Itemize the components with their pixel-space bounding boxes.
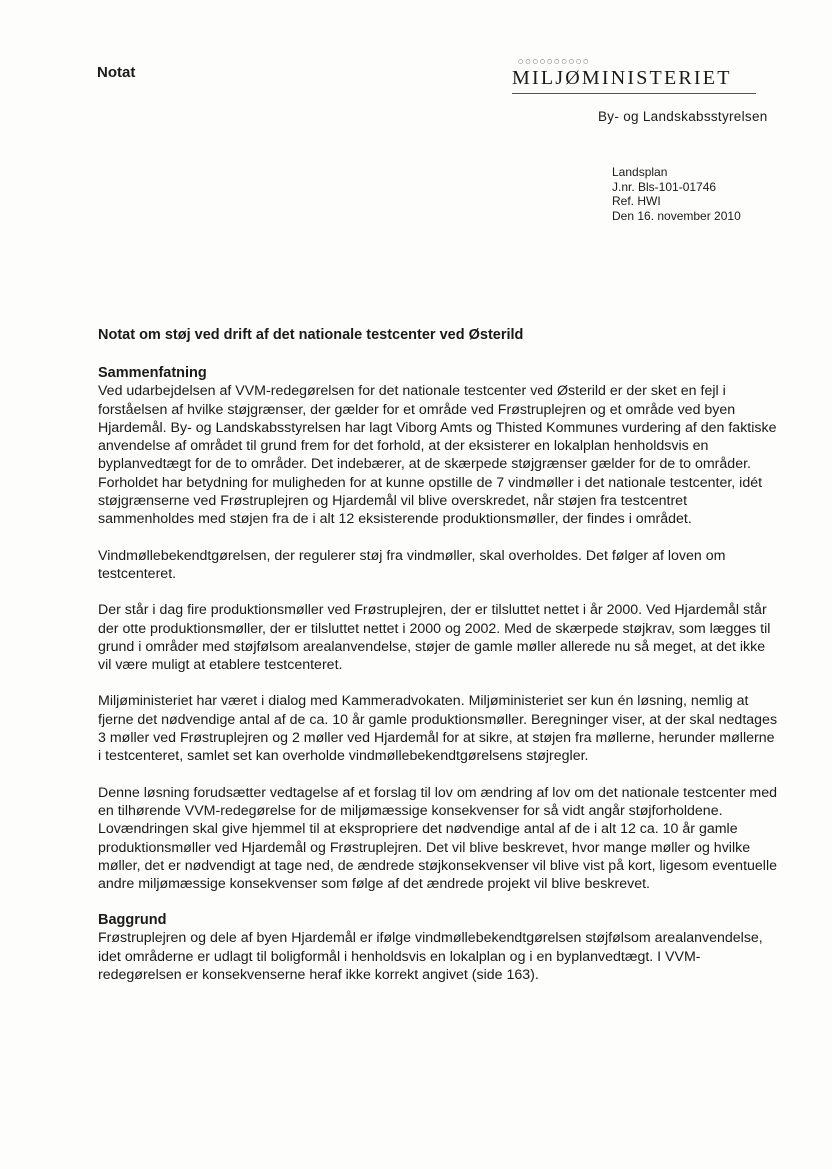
reference-department: Landsplan bbox=[612, 165, 668, 179]
section-heading: Baggrund bbox=[98, 912, 167, 929]
letterhead-rule bbox=[512, 93, 756, 94]
paragraph: Der står i dag fire produktionsmøller ved Frøstruplejren, der er tilsluttet nettet i år 2000. Ved Hjardemål står der otte produktionsmøller, der er tilsluttet nettet i 2000 og 2002. Med de skærpede støjkrav, som lægges til grund i områder med støjfølsom arealanvendelse, støjer de gamle møller allerede nu så meget, at det ikke vil være muligt at etablere testcenteret. bbox=[98, 602, 771, 674]
reference-date: Den 16. november 2010 bbox=[612, 208, 741, 223]
paragraph: Vindmøllebekendtgørelsen, der regulerer støj fra vindmøller, skal overholdes. Det følger af loven om testcenteret. bbox=[98, 547, 726, 582]
reference-journal-number: J.nr. Bls-101-01746 bbox=[612, 179, 717, 194]
ministry-name: MILJØMINISTERIET bbox=[512, 67, 732, 89]
reference-ref: Ref. HWI bbox=[612, 194, 661, 208]
paragraph: Ved udarbejdelsen af VVM-redegørelsen for det nationale testcenter ved Østerild er der sket en fejl i forståelsen af hvilke støjgrænser, der gælder for et område ved Frøstruplejren og et område ved byen Hjardemål. By- og Landskabsstyrelsen har lagt Viborg Amts og Thisted Kommunes vurdering af den faktiske anvendelse af området til grund frem for det forhold, at der eksisterer en lokalplan henholdsvis en byplanvedtægt for de to områder. Det indebærer, at de skærpede støjgrænser gælder for de to områder. Forholdet har betydning for muligheden for at kunne opstille de 7 vindmøller i det nationale testcenter, idét støjgrænserne ved Frøstruplejren og Hjardemål vil blive overskredet, når støjen fra testcentret sammenholdes med støjen fra de i alt 12 eksisterende produktionsmøller, der findes i området. bbox=[98, 383, 777, 528]
paragraph: Miljøministeriet har været i dialog med Kammeradvokaten. Miljøministeriet ser kun én løsning, nemlig at fjerne det nødvendige antal af de ca. 10 år gamle produktionsmøller. Beregninger viser, at der skal nedtages 3 møller ved Frøstruplejren og 2 møller ved Hjardemål for at sikre, at støjen fra møllerne, herunder møllerne i testcenteret, samlet set kan overholde vindmøllebekendtgørelsens støjregler. bbox=[98, 693, 778, 765]
section-heading: Sammenfatning bbox=[98, 365, 207, 382]
letterhead bbox=[512, 58, 762, 94]
paragraph: Frøstruplejren og dele af byen Hjardemål er ifølge vindmøllebekendtgørelsen støjfølsom arealanvendelse, idet områderne er udlagt til boligformål i henholdsvis en lokalplan og i en byplanvedtægt. I VVM-redegørelsen er konsekvenserne heraf ikke korrekt angivet (side 163). bbox=[98, 930, 763, 984]
agency-name: By- og Landskabsstyrelsen bbox=[598, 109, 768, 124]
document-title: Notat om støj ved drift af det nationale testcenter ved Østerild bbox=[98, 327, 524, 343]
document-type-label: Notat bbox=[97, 64, 136, 81]
section-summary bbox=[98, 364, 778, 893]
paragraph: Denne løsning forudsætter vedtagelse af et forslag til lov om ændring af lov om det nationale testcenter med en tilhørende VVM-redegørelse for de miljømæssige konsekvenser for så vidt angår støjforholdene. Lovændringen skal give hjemmel til at ekspropriere det nødvendige antal af de i alt 12 ca. 10 år gamle produktionsmøller ved Hjardemål og Frøstruplejren. Det vil blive beskrevet, hvor mange møller og hvilke møller, det er nødvendigt at tage ned, de ændrede støjkonsekvenser vil blive vist på kort, ligesom eventuelle andre miljømæssige konsekvenser som følge af det ændrede projekt vil blive beskrevet. bbox=[98, 784, 777, 893]
reference-block bbox=[612, 165, 741, 223]
document-body bbox=[98, 326, 778, 1002]
section-background bbox=[98, 911, 778, 984]
ministry-logo-dots: ○○○○○○○○○○ bbox=[518, 58, 591, 65]
